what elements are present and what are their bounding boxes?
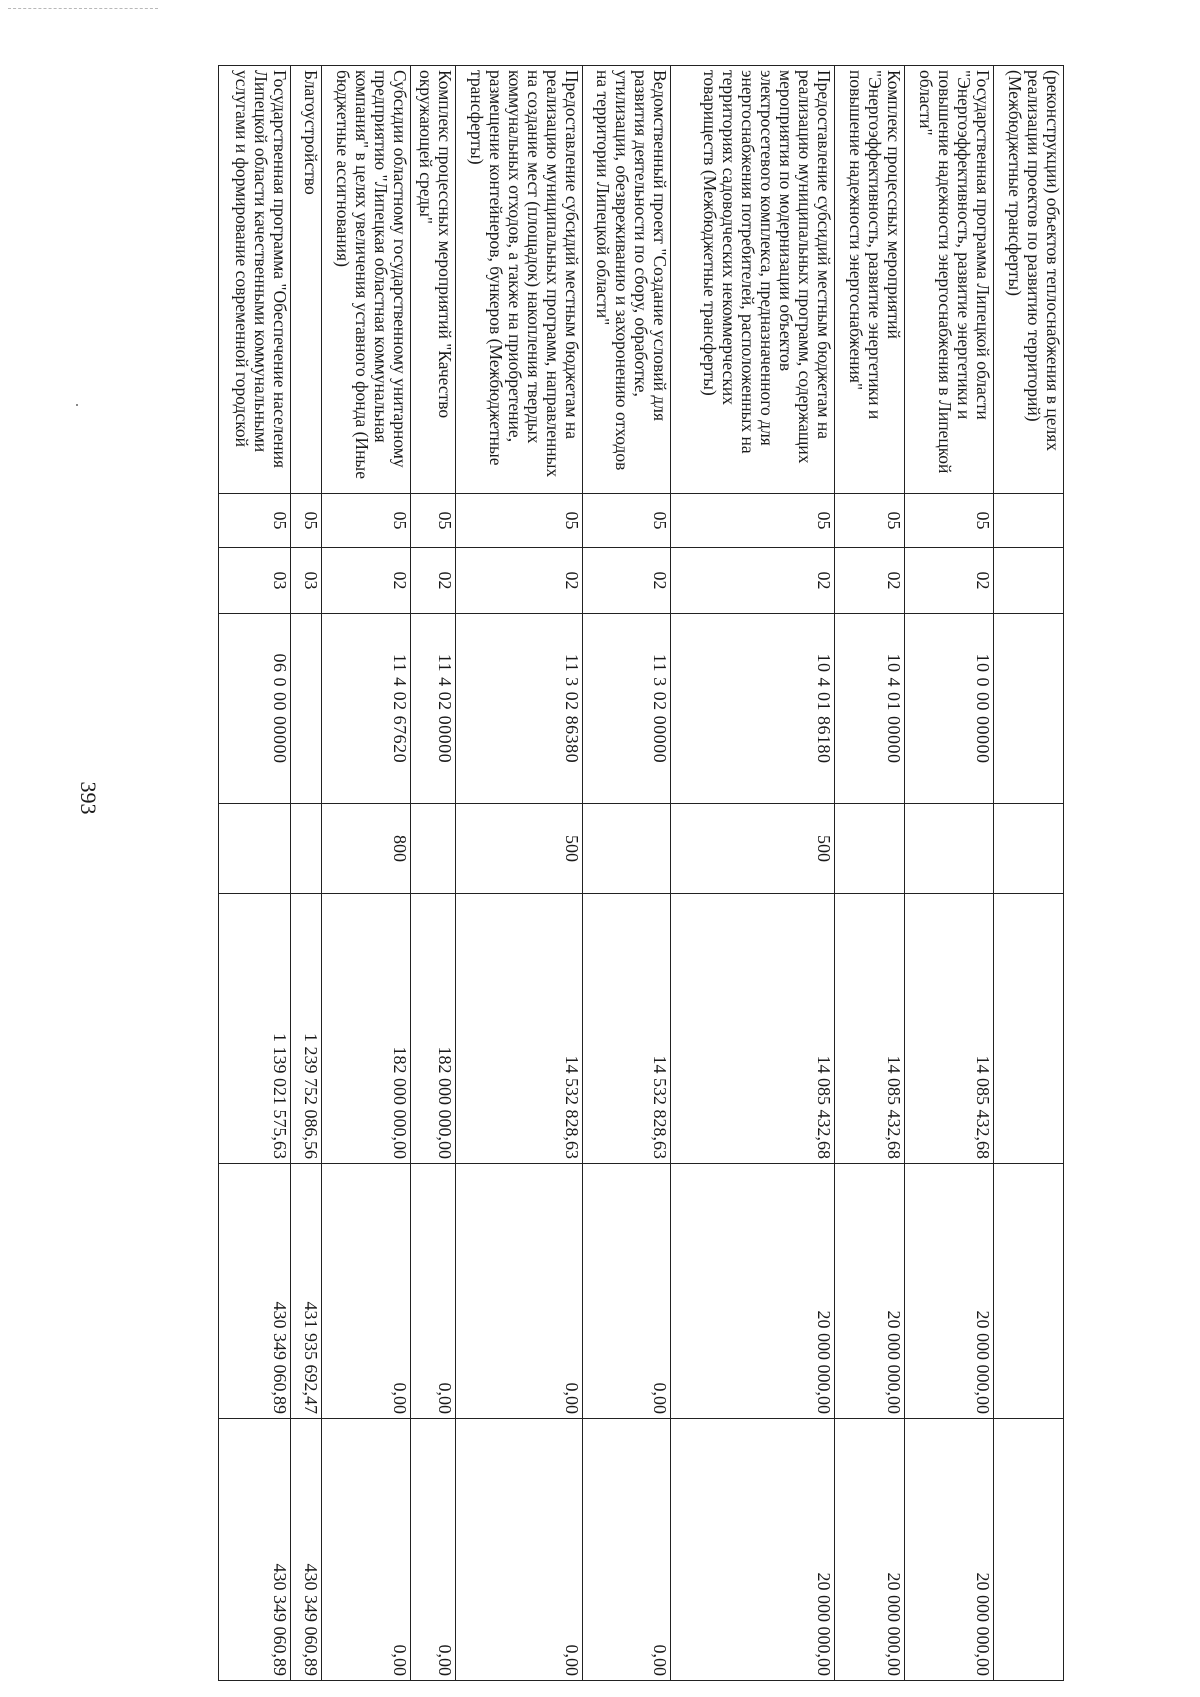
row-sum-year3: 0,00 bbox=[583, 1419, 671, 1681]
table-row bbox=[219, 66, 291, 1681]
row-target-article bbox=[994, 614, 1064, 804]
row-section bbox=[994, 494, 1064, 548]
row-subsection: 03 bbox=[219, 548, 291, 614]
row-expense-type bbox=[583, 804, 671, 894]
row-sum-year1: 14 085 432,68 bbox=[671, 894, 835, 1164]
row-section: 05 bbox=[291, 494, 322, 548]
table-row bbox=[456, 66, 583, 1681]
table-row bbox=[322, 66, 411, 1681]
row-target-article bbox=[291, 614, 322, 804]
table-row bbox=[583, 66, 671, 1681]
row-expense-type: 800 bbox=[322, 804, 411, 894]
row-sum-year3: 430 349 060,89 bbox=[291, 1419, 322, 1681]
row-expense-type bbox=[411, 804, 456, 894]
row-subsection: 02 bbox=[671, 548, 835, 614]
row-sum-year3: 20 000 000,00 bbox=[905, 1419, 994, 1681]
row-subsection: 02 bbox=[835, 548, 905, 614]
row-expense-type bbox=[291, 804, 322, 894]
row-subsection: 02 bbox=[456, 548, 583, 614]
row-sum-year2: 0,00 bbox=[411, 1164, 456, 1419]
row-name: Предоставление субсидий местным бюджетам на реализацию муниципальных программ, направленных на создание мест (площадок) накопления твердых коммунальных отходов, а также на приобретение, размещение контейнеров, бункеров (Межбюджетные трансферты) bbox=[456, 66, 583, 494]
row-subsection: 02 bbox=[583, 548, 671, 614]
table-row bbox=[671, 66, 835, 1681]
row-subsection: 02 bbox=[905, 548, 994, 614]
row-expense-type bbox=[905, 804, 994, 894]
row-expense-type: 500 bbox=[671, 804, 835, 894]
scan-header-mark bbox=[8, 8, 158, 10]
row-name: (реконструкции) объектов теплоснабжения в целях реализации проектов по развитию территорий) (Межбюджетные трансферты) bbox=[994, 66, 1064, 494]
row-sum-year3: 20 000 000,00 bbox=[671, 1419, 835, 1681]
row-sum-year1 bbox=[994, 894, 1064, 1164]
row-sum-year2: 431 935 692,47 bbox=[291, 1164, 322, 1419]
row-name: Благоустройство bbox=[291, 66, 322, 494]
row-section: 05 bbox=[322, 494, 411, 548]
table-row bbox=[835, 66, 905, 1681]
row-name: Предоставление субсидий местным бюджетам на реализацию муниципальных программ, содержащих мероприятия по модернизации объектов электросетевого комплекса, предназначенного для энергоснабжения потребителей, расположенных на территориях садоводческих некоммерческих товариществ (Межбюджетные трансферты) bbox=[671, 66, 835, 494]
row-expense-type bbox=[994, 804, 1064, 894]
row-subsection: 02 bbox=[411, 548, 456, 614]
row-sum-year2: 430 349 060,89 bbox=[219, 1164, 291, 1419]
row-sum-year2: 20 000 000,00 bbox=[835, 1164, 905, 1419]
row-section: 05 bbox=[835, 494, 905, 548]
row-sum-year3: 0,00 bbox=[456, 1419, 583, 1681]
budget-table bbox=[218, 65, 1064, 1681]
page-number: 393 bbox=[76, 781, 101, 815]
row-sum-year2: 20 000 000,00 bbox=[905, 1164, 994, 1419]
row-subsection bbox=[994, 548, 1064, 614]
row-target-article: 10 4 01 86180 bbox=[671, 614, 835, 804]
row-sum-year3: 0,00 bbox=[411, 1419, 456, 1681]
row-sum-year1: 182 000 000,00 bbox=[411, 894, 456, 1164]
row-sum-year1: 14 532 828,63 bbox=[456, 894, 583, 1164]
row-sum-year3 bbox=[994, 1419, 1064, 1681]
row-section: 05 bbox=[456, 494, 583, 548]
row-name: Комплекс процессных мероприятий "Энергоэффективность, развитие энергетики и повышение надежности энергоснабжения" bbox=[835, 66, 905, 494]
row-sum-year2 bbox=[994, 1164, 1064, 1419]
row-expense-type bbox=[219, 804, 291, 894]
row-sum-year1: 1 139 021 575,63 bbox=[219, 894, 291, 1164]
row-section: 05 bbox=[671, 494, 835, 548]
row-expense-type bbox=[835, 804, 905, 894]
table-row bbox=[905, 66, 994, 1681]
table-row bbox=[994, 66, 1064, 1681]
row-sum-year1: 182 000 000,00 bbox=[322, 894, 411, 1164]
row-name: Государственная программа Липецкой области "Энергоэффективность, развитие энергетики и повышение надежности энергоснабжения в Липецкой области" bbox=[905, 66, 994, 494]
row-section: 05 bbox=[583, 494, 671, 548]
budget-table-rotated bbox=[132, 65, 1064, 1680]
row-name: Ведомственный проект "Создание условий для развития деятельности по сбору, обработке, утилизации, обезвреживанию и захоронению отходов на территории Липецкой области" bbox=[583, 66, 671, 494]
row-section: 05 bbox=[905, 494, 994, 548]
row-subsection: 03 bbox=[291, 548, 322, 614]
row-sum-year1: 14 532 828,63 bbox=[583, 894, 671, 1164]
row-target-article: 11 4 02 67620 bbox=[322, 614, 411, 804]
row-name: Комплекс процессных мероприятий "Качество окружающей среды" bbox=[411, 66, 456, 494]
row-target-article: 10 4 01 00000 bbox=[835, 614, 905, 804]
row-sum-year3: 430 349 060,89 bbox=[219, 1419, 291, 1681]
row-sum-year2: 0,00 bbox=[456, 1164, 583, 1419]
row-sum-year1: 1 239 752 086,56 bbox=[291, 894, 322, 1164]
row-sum-year1: 14 085 432,68 bbox=[905, 894, 994, 1164]
row-name: Государственная программа "Обеспечение населения Липецкой области качественными коммунальными услугами и формирование современной городской bbox=[219, 66, 291, 494]
row-section: 05 bbox=[411, 494, 456, 548]
row-sum-year1: 14 085 432,68 bbox=[835, 894, 905, 1164]
table-row bbox=[411, 66, 456, 1681]
row-sum-year3: 20 000 000,00 bbox=[835, 1419, 905, 1681]
row-target-article: 11 3 02 00000 bbox=[583, 614, 671, 804]
row-section: 05 bbox=[219, 494, 291, 548]
row-target-article: 11 4 02 00000 bbox=[411, 614, 456, 804]
row-sum-year3: 0,00 bbox=[322, 1419, 411, 1681]
row-target-article: 10 0 00 00000 bbox=[905, 614, 994, 804]
table-row bbox=[291, 66, 322, 1681]
row-sum-year2: 0,00 bbox=[322, 1164, 411, 1419]
row-sum-year2: 20 000 000,00 bbox=[671, 1164, 835, 1419]
row-name: Субсидии областному государственному унитарному предприятию "Липецкая областная коммунальная компания" в целях увеличения уставного фонда (Иные бюджетные ассигнования) bbox=[322, 66, 411, 494]
row-target-article: 11 3 02 86380 bbox=[456, 614, 583, 804]
row-target-article: 06 0 00 00000 bbox=[219, 614, 291, 804]
row-expense-type: 500 bbox=[456, 804, 583, 894]
row-sum-year2: 0,00 bbox=[583, 1164, 671, 1419]
scan-dot bbox=[76, 404, 78, 406]
row-subsection: 02 bbox=[322, 548, 411, 614]
